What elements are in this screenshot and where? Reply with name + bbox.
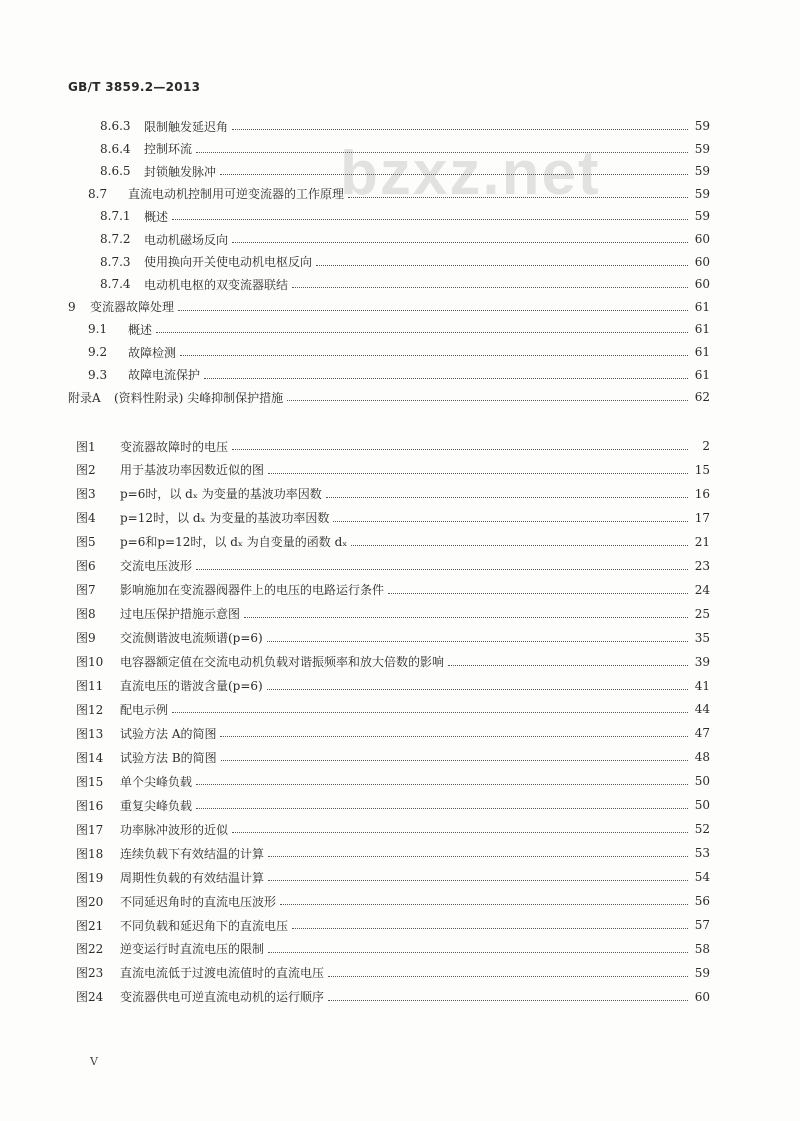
entry-number: 8.7.2 xyxy=(100,232,131,246)
entry-title: 变流器供电可逆直流电动机的运行顺序 xyxy=(120,990,325,1005)
entry-title: 试验方法 A的简图 xyxy=(120,726,217,741)
entry-page-number: 21 xyxy=(694,534,710,549)
entry-page-number: 60 xyxy=(694,254,710,269)
entry-page-number: 25 xyxy=(694,606,710,621)
entry-page-number: 60 xyxy=(694,989,710,1004)
entry-page-number: 48 xyxy=(694,750,710,765)
dot-leader xyxy=(172,218,688,220)
entry-number: 图2 xyxy=(76,463,96,478)
entry-number: 图20 xyxy=(76,894,104,909)
dot-leader xyxy=(328,999,688,1001)
dot-leader xyxy=(268,472,688,474)
entry-number: 图7 xyxy=(76,583,96,598)
figure-list-item[interactable] xyxy=(76,580,710,600)
dot-leader xyxy=(348,196,688,198)
toc-list-item[interactable] xyxy=(100,229,710,249)
entry-page-number: 2 xyxy=(702,439,710,453)
figure-list-item[interactable] xyxy=(76,460,710,480)
dot-leader xyxy=(196,783,688,785)
entry-title: 过电压保护措施示意图 xyxy=(120,607,241,622)
entry-page-number: 50 xyxy=(694,798,710,813)
entry-page-number: 59 xyxy=(694,965,710,980)
dot-leader xyxy=(204,377,688,379)
figure-list-item[interactable] xyxy=(76,556,710,576)
entry-page-number: 16 xyxy=(694,486,710,501)
entry-number: 图22 xyxy=(76,942,104,957)
entry-page-number: 60 xyxy=(694,277,710,292)
entry-number: 8.7 xyxy=(88,186,108,201)
figure-list-item[interactable] xyxy=(76,915,710,935)
dot-leader xyxy=(268,879,688,881)
entry-title: 封锁触发脉冲 xyxy=(144,164,217,179)
dot-leader xyxy=(267,688,688,690)
toc-list-item[interactable] xyxy=(88,365,710,385)
figure-list-item[interactable] xyxy=(76,987,710,1007)
entry-page-number: 54 xyxy=(694,870,710,885)
entry-number: 图1 xyxy=(76,439,96,454)
entry-page-number: 52 xyxy=(694,822,710,837)
toc-list-item[interactable] xyxy=(100,116,710,136)
figure-list-item[interactable] xyxy=(76,532,710,552)
dot-leader xyxy=(287,399,688,401)
dot-leader xyxy=(232,831,688,833)
entry-number: 图6 xyxy=(76,559,96,574)
entry-page-number: 62 xyxy=(694,390,710,405)
toc-list-item[interactable] xyxy=(68,387,710,407)
entry-number: 图15 xyxy=(76,774,104,789)
dot-leader xyxy=(267,640,688,642)
figure-list-item[interactable] xyxy=(76,843,710,863)
dot-leader xyxy=(220,173,688,175)
entry-number: 8.6.5 xyxy=(100,164,131,179)
entry-page-number: 53 xyxy=(694,846,710,861)
entry-title: 变流器故障处理 xyxy=(90,300,175,315)
entry-number: 图17 xyxy=(76,822,104,837)
entry-page-number: 59 xyxy=(694,164,710,179)
entry-number: 图19 xyxy=(76,870,104,885)
entry-page-number: 61 xyxy=(694,345,710,359)
entry-page-number: 59 xyxy=(694,209,710,224)
entry-number: 图24 xyxy=(76,990,104,1005)
entry-title: 用于基波功率因数近似的图 xyxy=(120,463,265,478)
dot-leader xyxy=(268,951,688,953)
dot-leader xyxy=(326,496,688,498)
figure-list-item[interactable] xyxy=(76,891,710,911)
entry-title: (资料性附录) 尖峰抑制保护措施 xyxy=(114,390,284,405)
dot-leader xyxy=(232,241,688,243)
toc-list-item[interactable] xyxy=(100,206,710,226)
entry-title: 交流侧谐波电流频谱(p=6) xyxy=(120,631,263,646)
entry-title: 使用换向开关使电动机电枢反向 xyxy=(144,255,313,270)
entry-number: 8.6.4 xyxy=(100,141,131,156)
entry-title: 单个尖峰负载 xyxy=(120,774,193,789)
figure-list-item[interactable] xyxy=(76,699,710,719)
entry-number: 图21 xyxy=(76,918,104,933)
entry-page-number: 50 xyxy=(694,774,710,789)
entry-page-number: 58 xyxy=(694,941,710,956)
entry-page-number: 24 xyxy=(694,582,710,597)
entry-number: 9 xyxy=(68,299,76,314)
toc-list-item[interactable] xyxy=(88,319,710,339)
entry-number: 图11 xyxy=(76,679,104,693)
dot-leader xyxy=(156,331,688,333)
entry-number: 图4 xyxy=(76,511,96,526)
toc-list-item[interactable] xyxy=(88,342,710,362)
entry-title: 限制触发延迟角 xyxy=(144,119,229,134)
figure-list-item[interactable] xyxy=(76,436,710,456)
dot-leader xyxy=(196,807,688,809)
toc-list-item[interactable] xyxy=(88,184,710,204)
entry-number: 图23 xyxy=(76,966,104,981)
entry-page-number: 56 xyxy=(694,894,710,909)
toc-list-item[interactable] xyxy=(100,161,710,181)
entry-number: 8.7.4 xyxy=(100,277,131,292)
entry-page-number: 59 xyxy=(694,119,710,133)
entry-number: 8.6.3 xyxy=(100,119,131,133)
dot-leader xyxy=(196,151,688,153)
entry-number: 图14 xyxy=(76,750,104,765)
entry-title: p=12时，以 dₓ 为变量的基波功率因数 xyxy=(120,511,330,526)
dot-leader xyxy=(388,592,688,594)
watermark: bzxz.net xyxy=(340,139,601,208)
entry-title: 不同负载和延迟角下的直流电压 xyxy=(120,918,289,933)
dot-leader xyxy=(292,927,688,929)
dot-leader xyxy=(172,711,688,713)
entry-title: 连续负载下有效结温的计算 xyxy=(120,846,265,861)
entry-title: 影响施加在变流器阀器件上的电压的电路运行条件 xyxy=(120,583,385,598)
toc-list-item[interactable] xyxy=(100,274,710,294)
entry-page-number: 15 xyxy=(694,462,710,477)
entry-page-number: 59 xyxy=(694,141,710,156)
figure-list-item[interactable] xyxy=(76,604,710,624)
dot-leader xyxy=(221,759,688,761)
entry-number: 9.1 xyxy=(88,322,108,337)
entry-page-number: 47 xyxy=(694,726,710,741)
dot-leader xyxy=(448,664,688,666)
dot-leader xyxy=(178,309,688,311)
entry-title: 概述 xyxy=(128,322,153,337)
figure-list-item[interactable] xyxy=(76,676,710,696)
entry-title: p=6时，以 dₓ 为变量的基波功率因数 xyxy=(120,487,322,502)
entry-page-number: 61 xyxy=(694,367,710,382)
page-number-footer: V xyxy=(90,1055,98,1068)
entry-title: 概述 xyxy=(144,209,169,224)
figure-list-item[interactable] xyxy=(76,652,710,672)
dot-leader xyxy=(328,975,688,977)
dot-leader xyxy=(244,616,688,618)
figure-list-item[interactable] xyxy=(76,484,710,504)
entry-number: 图13 xyxy=(76,726,104,741)
entry-number: 8.7.1 xyxy=(100,209,131,224)
dot-leader xyxy=(333,520,688,522)
dot-leader xyxy=(220,735,688,737)
dot-leader xyxy=(316,264,688,266)
entry-number: 图10 xyxy=(76,655,104,670)
entry-title: 变流器故障时的电压 xyxy=(120,439,229,454)
entry-title: 周期性负载的有效结温计算 xyxy=(120,870,265,885)
standard-number-header: GB/T 3859.2—2013 xyxy=(68,80,201,94)
entry-number: 图8 xyxy=(76,607,96,622)
entry-number: 8.7.3 xyxy=(100,254,131,269)
entry-title: 直流电压的谐波含量(p=6) xyxy=(120,679,263,693)
figure-list-item[interactable] xyxy=(76,771,710,791)
dot-leader xyxy=(292,286,688,288)
entry-page-number: 61 xyxy=(694,299,710,314)
entry-page-number: 57 xyxy=(694,918,710,932)
entry-page-number: 59 xyxy=(694,186,710,201)
entry-title: 试验方法 B的简图 xyxy=(120,750,217,765)
figure-list-item[interactable] xyxy=(76,747,710,767)
entry-number: 图18 xyxy=(76,846,104,861)
dot-leader xyxy=(280,903,688,905)
entry-number: 图12 xyxy=(76,702,104,717)
entry-title: 交流电压波形 xyxy=(120,559,193,574)
entry-title: 控制环流 xyxy=(144,142,193,157)
entry-page-number: 23 xyxy=(694,558,710,573)
entry-page-number: 35 xyxy=(694,630,710,645)
entry-number: 图3 xyxy=(76,487,96,502)
figure-list-item[interactable] xyxy=(76,723,710,743)
figure-list-item[interactable] xyxy=(76,795,710,815)
figure-list-item[interactable] xyxy=(76,867,710,887)
dot-leader xyxy=(196,568,688,570)
entry-title: 电动机磁场反向 xyxy=(144,232,229,247)
entry-title: 功率脉冲波形的近似 xyxy=(120,822,229,837)
figure-list-item[interactable] xyxy=(76,508,710,528)
figure-list-item[interactable] xyxy=(76,963,710,983)
entry-page-number: 41 xyxy=(694,678,710,693)
entry-title: 不同延迟角时的直流电压波形 xyxy=(120,894,277,909)
dot-leader xyxy=(232,128,688,130)
figure-list-item[interactable] xyxy=(76,939,710,959)
entry-page-number: 44 xyxy=(694,702,710,717)
entry-title: 电容器额定值在交流电动机负载对谐振频率和放大倍数的影响 xyxy=(120,655,445,670)
dot-leader xyxy=(268,855,688,857)
entry-page-number: 39 xyxy=(694,654,710,669)
entry-title: 故障电流保护 xyxy=(128,368,201,383)
entry-number: 图9 xyxy=(76,631,96,646)
dot-leader xyxy=(232,448,688,450)
entry-title: 重复尖峰负载 xyxy=(120,798,193,813)
entry-number: 9.3 xyxy=(88,367,108,382)
dot-leader xyxy=(351,544,688,546)
toc-list-item[interactable] xyxy=(100,252,710,272)
dot-leader xyxy=(180,354,688,356)
entry-page-number: 60 xyxy=(694,232,710,246)
figure-list-item[interactable] xyxy=(76,819,710,839)
entry-number: 9.2 xyxy=(88,345,108,359)
entry-page-number: 17 xyxy=(694,510,710,525)
entry-title: p=6和p=12时，以 dₓ 为自变量的函数 dₓ xyxy=(120,535,348,550)
figure-list-item[interactable] xyxy=(76,628,710,648)
entry-title: 直流电流低于过渡电流值时的直流电压 xyxy=(120,966,325,981)
entry-title: 逆变运行时直流电压的限制 xyxy=(120,942,265,957)
entry-title: 故障检测 xyxy=(128,345,177,360)
entry-title: 直流电动机控制用可逆变流器的工作原理 xyxy=(128,187,345,202)
entry-number: 图16 xyxy=(76,798,104,813)
entry-number: 图5 xyxy=(76,535,96,550)
toc-list-item[interactable] xyxy=(68,297,710,317)
entry-title: 电动机电枢的双变流器联结 xyxy=(144,277,289,292)
entry-page-number: 61 xyxy=(694,322,710,337)
entry-number: 附录A xyxy=(68,390,101,405)
toc-list-item[interactable] xyxy=(100,139,710,159)
entry-title: 配电示例 xyxy=(120,702,169,717)
